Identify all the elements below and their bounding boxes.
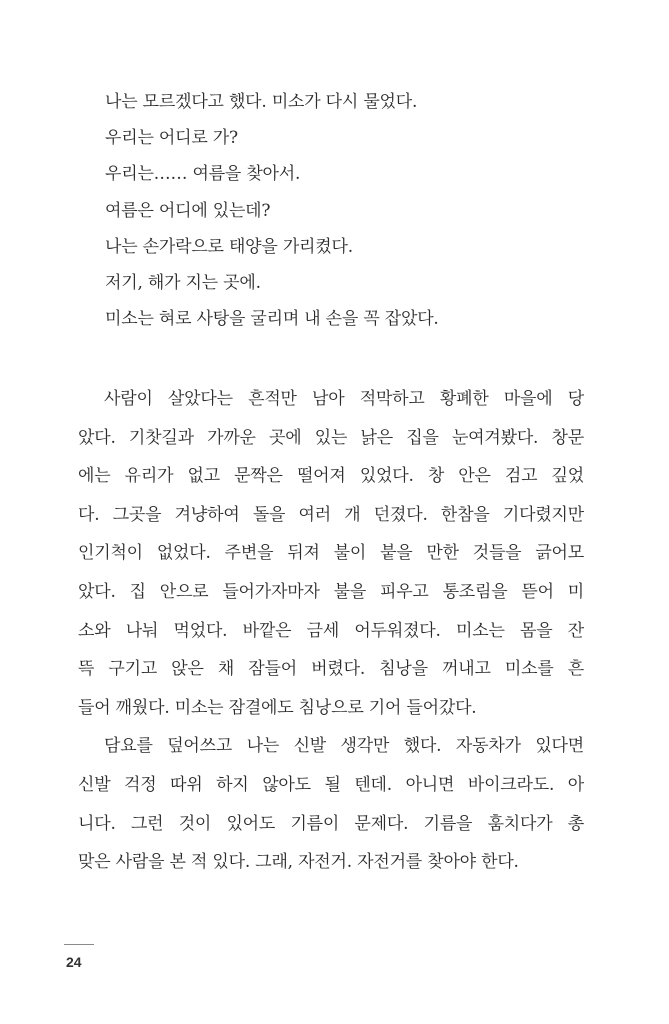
body-line: 에는 유리가 없고 문짝은 떨어져 있었다. 창 안은 검고 깊었: [78, 466, 584, 487]
body-line: 담요를 덮어쓰고 나는 신발 생각만 했다. 자동차가 있다면: [104, 736, 584, 757]
body-line: 다. 그곳을 겨냥하여 돌을 여러 개 던졌다. 한참을 기다렸지만: [78, 504, 584, 525]
body-line: 소와 나눠 먹었다. 바깥은 금세 어두워졌다. 미소는 몸을 잔: [78, 620, 584, 641]
footer-divider: [64, 944, 94, 945]
body-line: 인기척이 없었다. 주변을 뒤져 불이 붙을 만한 것들을 긁어모: [78, 543, 584, 564]
body-line: 사람이 살았다는 흔적만 남아 적막하고 황폐한 마을에 당: [104, 389, 584, 409]
body-line: 니다. 그런 것이 있어도 기름이 문제다. 기름을 훔치다가 총: [78, 813, 584, 834]
dialogue-line: 저기, 해가 지는 곳에.: [105, 272, 261, 293]
body-paragraphs: [78, 380, 584, 882]
body-line: 들어 깨웠다. 미소는 잠결에도 침낭으로 기어 들어갔다.: [78, 697, 477, 718]
dialogue-block: [105, 84, 625, 337]
body-line: 았다. 집 안으로 들어가자마자 불을 피우고 통조림을 뜯어 미: [78, 581, 584, 602]
page-number: 24: [66, 954, 82, 970]
dialogue-line: 여름은 어디에 있는데?: [105, 200, 271, 221]
dialogue-line: 미소는 혀로 사탕을 굴리며 내 손을 꼭 잡았다.: [105, 309, 439, 330]
dialogue-line: 나는 모르겠다고 했다. 미소가 다시 물었다.: [105, 92, 418, 112]
body-line: 신발 걱정 따위 하지 않아도 될 텐데. 아니면 바이크라도. 아: [78, 774, 584, 795]
dialogue-line: 나는 손가락으로 태양을 가리켰다.: [105, 236, 353, 257]
body-line: 뜩 구기고 앉은 채 잠들어 버렸다. 침낭을 꺼내고 미소를 흔: [78, 659, 584, 680]
body-line: 맞은 사람을 본 적 있다. 그래, 자전거. 자전거를 찾아야 한다.: [78, 852, 519, 873]
body-line: 았다. 기찻길과 가까운 곳에 있는 낡은 집을 눈여겨봤다. 창문: [78, 427, 584, 448]
dialogue-line: 우리는 어디로 가?: [105, 128, 238, 149]
dialogue-line: 우리는…… 여름을 찾아서.: [105, 164, 301, 185]
